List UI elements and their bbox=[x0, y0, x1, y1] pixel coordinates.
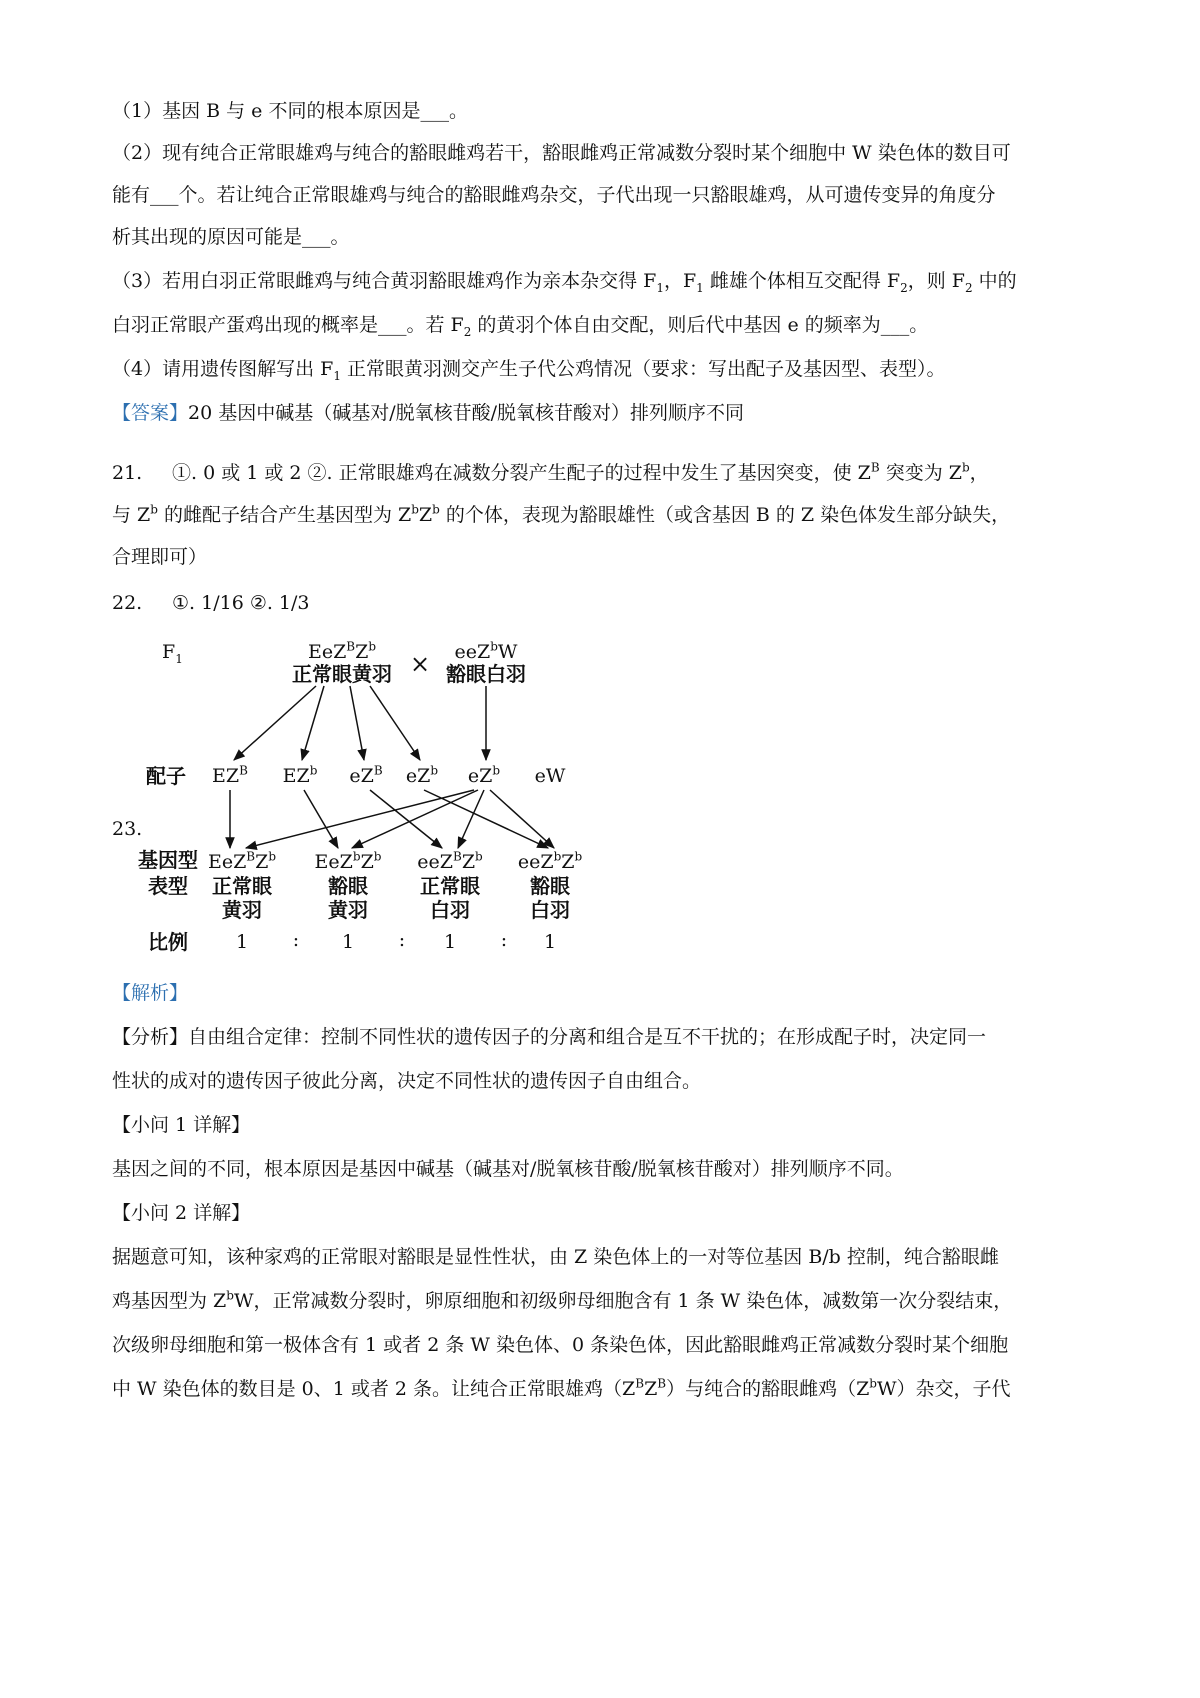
question-2-line-3: 析其出现的原因可能是___。 bbox=[112, 226, 350, 248]
ratio-label: 比例 bbox=[148, 930, 188, 954]
ratio-value: 1 bbox=[341, 931, 355, 953]
answer-23-number: 23. bbox=[112, 818, 143, 840]
arrow bbox=[370, 686, 420, 760]
offspring-phenotype-feather: 黄羽 bbox=[222, 898, 262, 922]
gamete: $eZ^b$ bbox=[467, 763, 501, 787]
offspring-genotype: $EeZ^bZ^b$ bbox=[314, 849, 382, 873]
ratio-value: 1 bbox=[443, 931, 457, 953]
subquestion-2-title: 【小问 2 详解】 bbox=[112, 1202, 251, 1224]
gamete: eW bbox=[534, 765, 566, 787]
parent-1-genotype: $EeZ^BZ^b$ bbox=[307, 639, 377, 663]
subquestion-2-line-2: 鸡基因型为 $Z^bW$，正常减数分裂时，卵原细胞和初级卵母细胞含有 1 条 W 染色体，减数第一次分裂结束， bbox=[112, 1288, 1013, 1312]
parent-1-phenotype: 正常眼黄羽 bbox=[292, 662, 392, 686]
gametes-label: 配子 bbox=[146, 764, 186, 788]
question-1: （1）基因 B 与 e 不同的根本原因是___。 bbox=[112, 100, 468, 122]
gamete: $EZ^b$ bbox=[282, 763, 318, 787]
ratio-colon: : bbox=[398, 929, 406, 951]
parent-2-genotype: eeZ$^b$W bbox=[454, 639, 518, 663]
offspring-phenotype-feather: 白羽 bbox=[530, 898, 570, 922]
gamete: $EZ^B$ bbox=[212, 763, 248, 787]
gamete: $eZ^b$ bbox=[405, 763, 439, 787]
phenotype-label: 表型 bbox=[148, 874, 188, 898]
subquestion-1-body: 基因之间的不同，根本原因是基因中碱基（碱基对/脱氧核苷酸/脱氧核苷酸对）排列顺序不同。 bbox=[112, 1158, 904, 1180]
offspring-phenotype-eye: 豁眼 bbox=[530, 874, 570, 898]
analysis-line-1: 【分析】自由组合定律：控制不同性状的遗传因子的分离和组合是互不干扰的；在形成配子时，决定同一 bbox=[112, 1026, 987, 1048]
question-3-line-1: （3）若用白羽正常眼雌鸡与纯合黄羽豁眼雄鸡作为亲本杂交得 $F_1$，$F_1$ 雌雄个体相互交配得 $F_2$，则 $F_2$ 中的 bbox=[112, 270, 1017, 295]
answer-21-line-1: 21. ①. 0 或 1 或 2 ②. 正常眼雄鸡在减数分裂产生配子的过程中发生了基因突变，使 $Z^B$ 突变为 $Z^b$， bbox=[112, 460, 989, 484]
offspring-genotype: $eeZ^bZ^b$ bbox=[517, 849, 583, 873]
subquestion-2-line-1: 据题意可知，该种家鸡的正常眼对豁眼是显性性状，由 Z 染色体上的一对等位基因 B/b 控制，纯合豁眼雌 bbox=[112, 1246, 999, 1268]
ratio-colon: : bbox=[292, 929, 300, 951]
offspring-genotype: $EeZ^BZ^b$ bbox=[207, 849, 277, 873]
gamete: $eZ^B$ bbox=[349, 763, 383, 787]
answer-20: 【答案】20 基因中碱基（碱基对/脱氧核苷酸/脱氧核苷酸对）排列顺序不同 bbox=[112, 402, 745, 424]
question-2-line-2: 能有___个。若让纯合正常眼雄鸡与纯合的豁眼雌鸡杂交，子代出现一只豁眼雄鸡，从可遗传变异的角度分 bbox=[112, 184, 996, 206]
f1-label: $F_1$ bbox=[162, 641, 183, 666]
parent-2-phenotype: 豁眼白羽 bbox=[446, 662, 526, 686]
ratio-value: 1 bbox=[543, 931, 557, 953]
subquestion-1-title: 【小问 1 详解】 bbox=[112, 1114, 251, 1136]
answer-21-line-2: 与 $Z^b$ 的雌配子结合产生基因型为 $Z^bZ^b$ 的个体，表现为豁眼雄性（或含基因 B 的 Z 染色体发生部分缺失， bbox=[112, 502, 1011, 526]
question-4: （4）请用遗传图解写出 $F_1$ 正常眼黄羽测交产生子代公鸡情况（要求：写出配子及基因型、表型）。 bbox=[112, 358, 946, 383]
offspring-phenotype-feather: 黄羽 bbox=[328, 898, 368, 922]
question-2-line-1: （2）现有纯合正常眼雄鸡与纯合的豁眼雌鸡若干，豁眼雌鸡正常减数分裂时某个细胞中 W 染色体的数目可 bbox=[112, 142, 1011, 164]
offspring-phenotype-eye: 豁眼 bbox=[328, 874, 368, 898]
subquestion-2-line-4: 中 W 染色体的数目是 0、1 或者 2 条。让纯合正常眼雄鸡$(Z^BZ^B)$与纯合的豁眼雌鸡$(Z^bW)$杂交，子代 bbox=[112, 1376, 1011, 1400]
offspring-phenotype-eye: 正常眼 bbox=[212, 874, 272, 898]
offspring-phenotype-feather: 白羽 bbox=[430, 898, 470, 922]
analysis-line-2: 性状的成对的遗传因子彼此分离，决定不同性状的遗传因子自由组合。 bbox=[112, 1070, 702, 1092]
analysis-tag: 【解析】 bbox=[112, 982, 189, 1004]
answer-22: 22. ①. 1/16 ②. 1/3 bbox=[112, 592, 310, 614]
arrow bbox=[350, 686, 364, 760]
arrow bbox=[234, 686, 316, 760]
genotype-label: 基因型 bbox=[138, 848, 198, 872]
cross-sign: × bbox=[409, 650, 431, 678]
answer-21-line-3: 合理即可） bbox=[112, 546, 208, 568]
ratio-value: 1 bbox=[235, 931, 249, 953]
subquestion-2-line-3: 次级卵母细胞和第一极体含有 1 或者 2 条 W 染色体、0 条染色体，因此豁眼雌鸡正常减数分裂时某个细胞 bbox=[112, 1334, 1009, 1356]
offspring-phenotype-eye: 正常眼 bbox=[420, 874, 480, 898]
question-3-line-2: 白羽正常眼产蛋鸡出现的概率是___。若 $F_2$ 的黄羽个体自由交配，则后代中基因 e 的频率为___。 bbox=[112, 314, 929, 339]
arrow bbox=[302, 686, 324, 760]
offspring-genotype: $eeZ^BZ^b$ bbox=[417, 849, 483, 873]
ratio-colon: : bbox=[500, 929, 508, 951]
answer-tag: 【答案】 bbox=[112, 402, 189, 424]
